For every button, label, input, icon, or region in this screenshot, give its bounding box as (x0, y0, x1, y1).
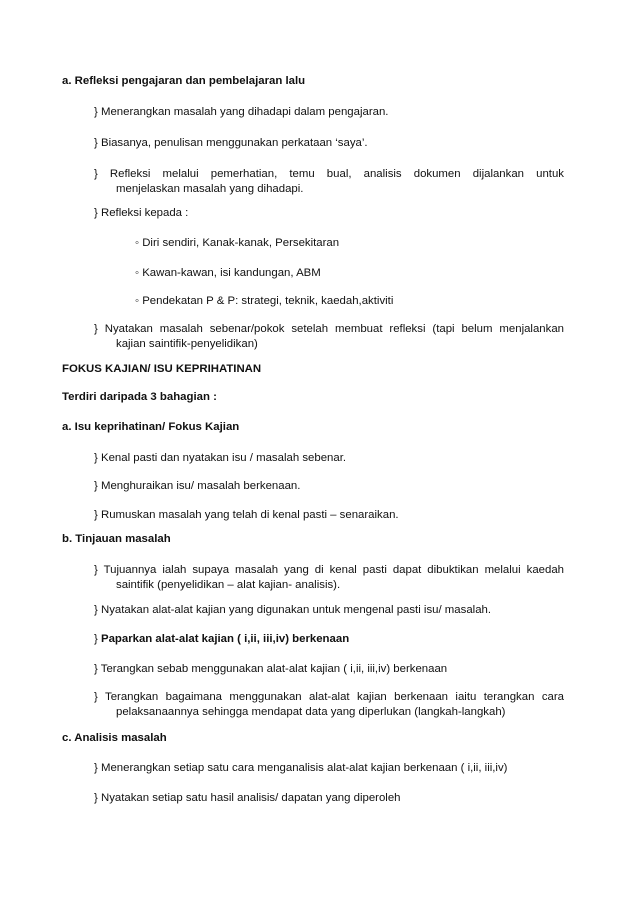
section-b-title: b. Tinjauan masalah (62, 533, 171, 545)
bullet-item: } Terangkan sebab menggunakan alat-alat kajian ( i,ii, iii,iv) berkenaan (94, 663, 448, 675)
bullet-item: } Nyatakan alat-alat kajian yang digunakan untuk mengenal pasti isu/ masalah. (94, 604, 492, 616)
bullet-item: } Menerangkan setiap satu cara menganalisis alat-alat kajian berkenaan ( i,ii, iii,iv) (94, 762, 508, 774)
terdiri-heading: Terdiri daripada 3 bahagian : (62, 391, 217, 403)
bullet-item: } Kenal pasti dan nyatakan isu / masalah sebenar. (94, 452, 347, 464)
bullet-item: } Nyatakan setiap satu hasil analisis/ dapatan yang diperoleh (94, 792, 401, 804)
section-a-title: a. Refleksi pengajaran dan pembelajaran lalu (62, 75, 306, 87)
bold-bullet-text: Paparkan alat-alat kajian ( i,ii, iii,iv) berkenaan (100, 633, 350, 645)
bullet-item: } Terangkan bagaimana menggunakan alat-alat kajian berkenaan iaitu terangkan cara (94, 691, 564, 703)
sub-bullet-item: ◦ Pendekatan P & P: strategi, teknik, kaedah,aktiviti (135, 295, 394, 307)
bullet-item: } Biasanya, penulisan menggunakan perkataan ‘saya’. (94, 137, 368, 149)
bullet-continuation: saintifik (penyelidikan – alat kajian- analisis). (116, 579, 341, 591)
bullet-continuation: menjelaskan masalah yang dihadapi. (116, 183, 304, 195)
bullet-continuation: kajian saintifik-penyelidikan) (116, 338, 258, 350)
bullet-item: } Menerangkan masalah yang dihadapi dalam pengajaran. (94, 106, 389, 118)
bullet-item: } Tujuannya ialah supaya masalah yang di kenal pasti dapat dibuktikan melalui kaedah (94, 564, 564, 576)
bullet-continuation: pelaksanaannya sehingga mendapat data yang diperlukan (langkah-langkah) (116, 706, 506, 718)
bullet-item: } Rumuskan masalah yang telah di kenal pasti – senaraikan. (94, 509, 399, 521)
section-isu-title: a. Isu keprihatinan/ Fokus Kajian (62, 421, 240, 433)
fokus-heading: FOKUS KAJIAN/ ISU KEPRIHATINAN (62, 363, 262, 375)
bullet-item: } Nyatakan masalah sebenar/pokok setelah membuat refleksi (tapi belum menjalankan (94, 323, 564, 335)
bullet-item: } Refleksi melalui pemerhatian, temu bual, analisis dokumen dijalankan untuk (94, 168, 564, 180)
bullet-item-bold (94, 632, 564, 647)
bullet-item: } Menghuraikan isu/ masalah berkenaan. (94, 480, 301, 492)
bullet-mark: } (94, 633, 101, 645)
sub-bullet-item: ◦ Kawan-kawan, isi kandungan, ABM (135, 267, 321, 279)
sub-bullet-item: ◦ Diri sendiri, Kanak-kanak, Persekitaran (135, 237, 340, 249)
bullet-item: } Refleksi kepada : (94, 207, 189, 219)
section-c-title: c. Analisis masalah (62, 732, 167, 744)
